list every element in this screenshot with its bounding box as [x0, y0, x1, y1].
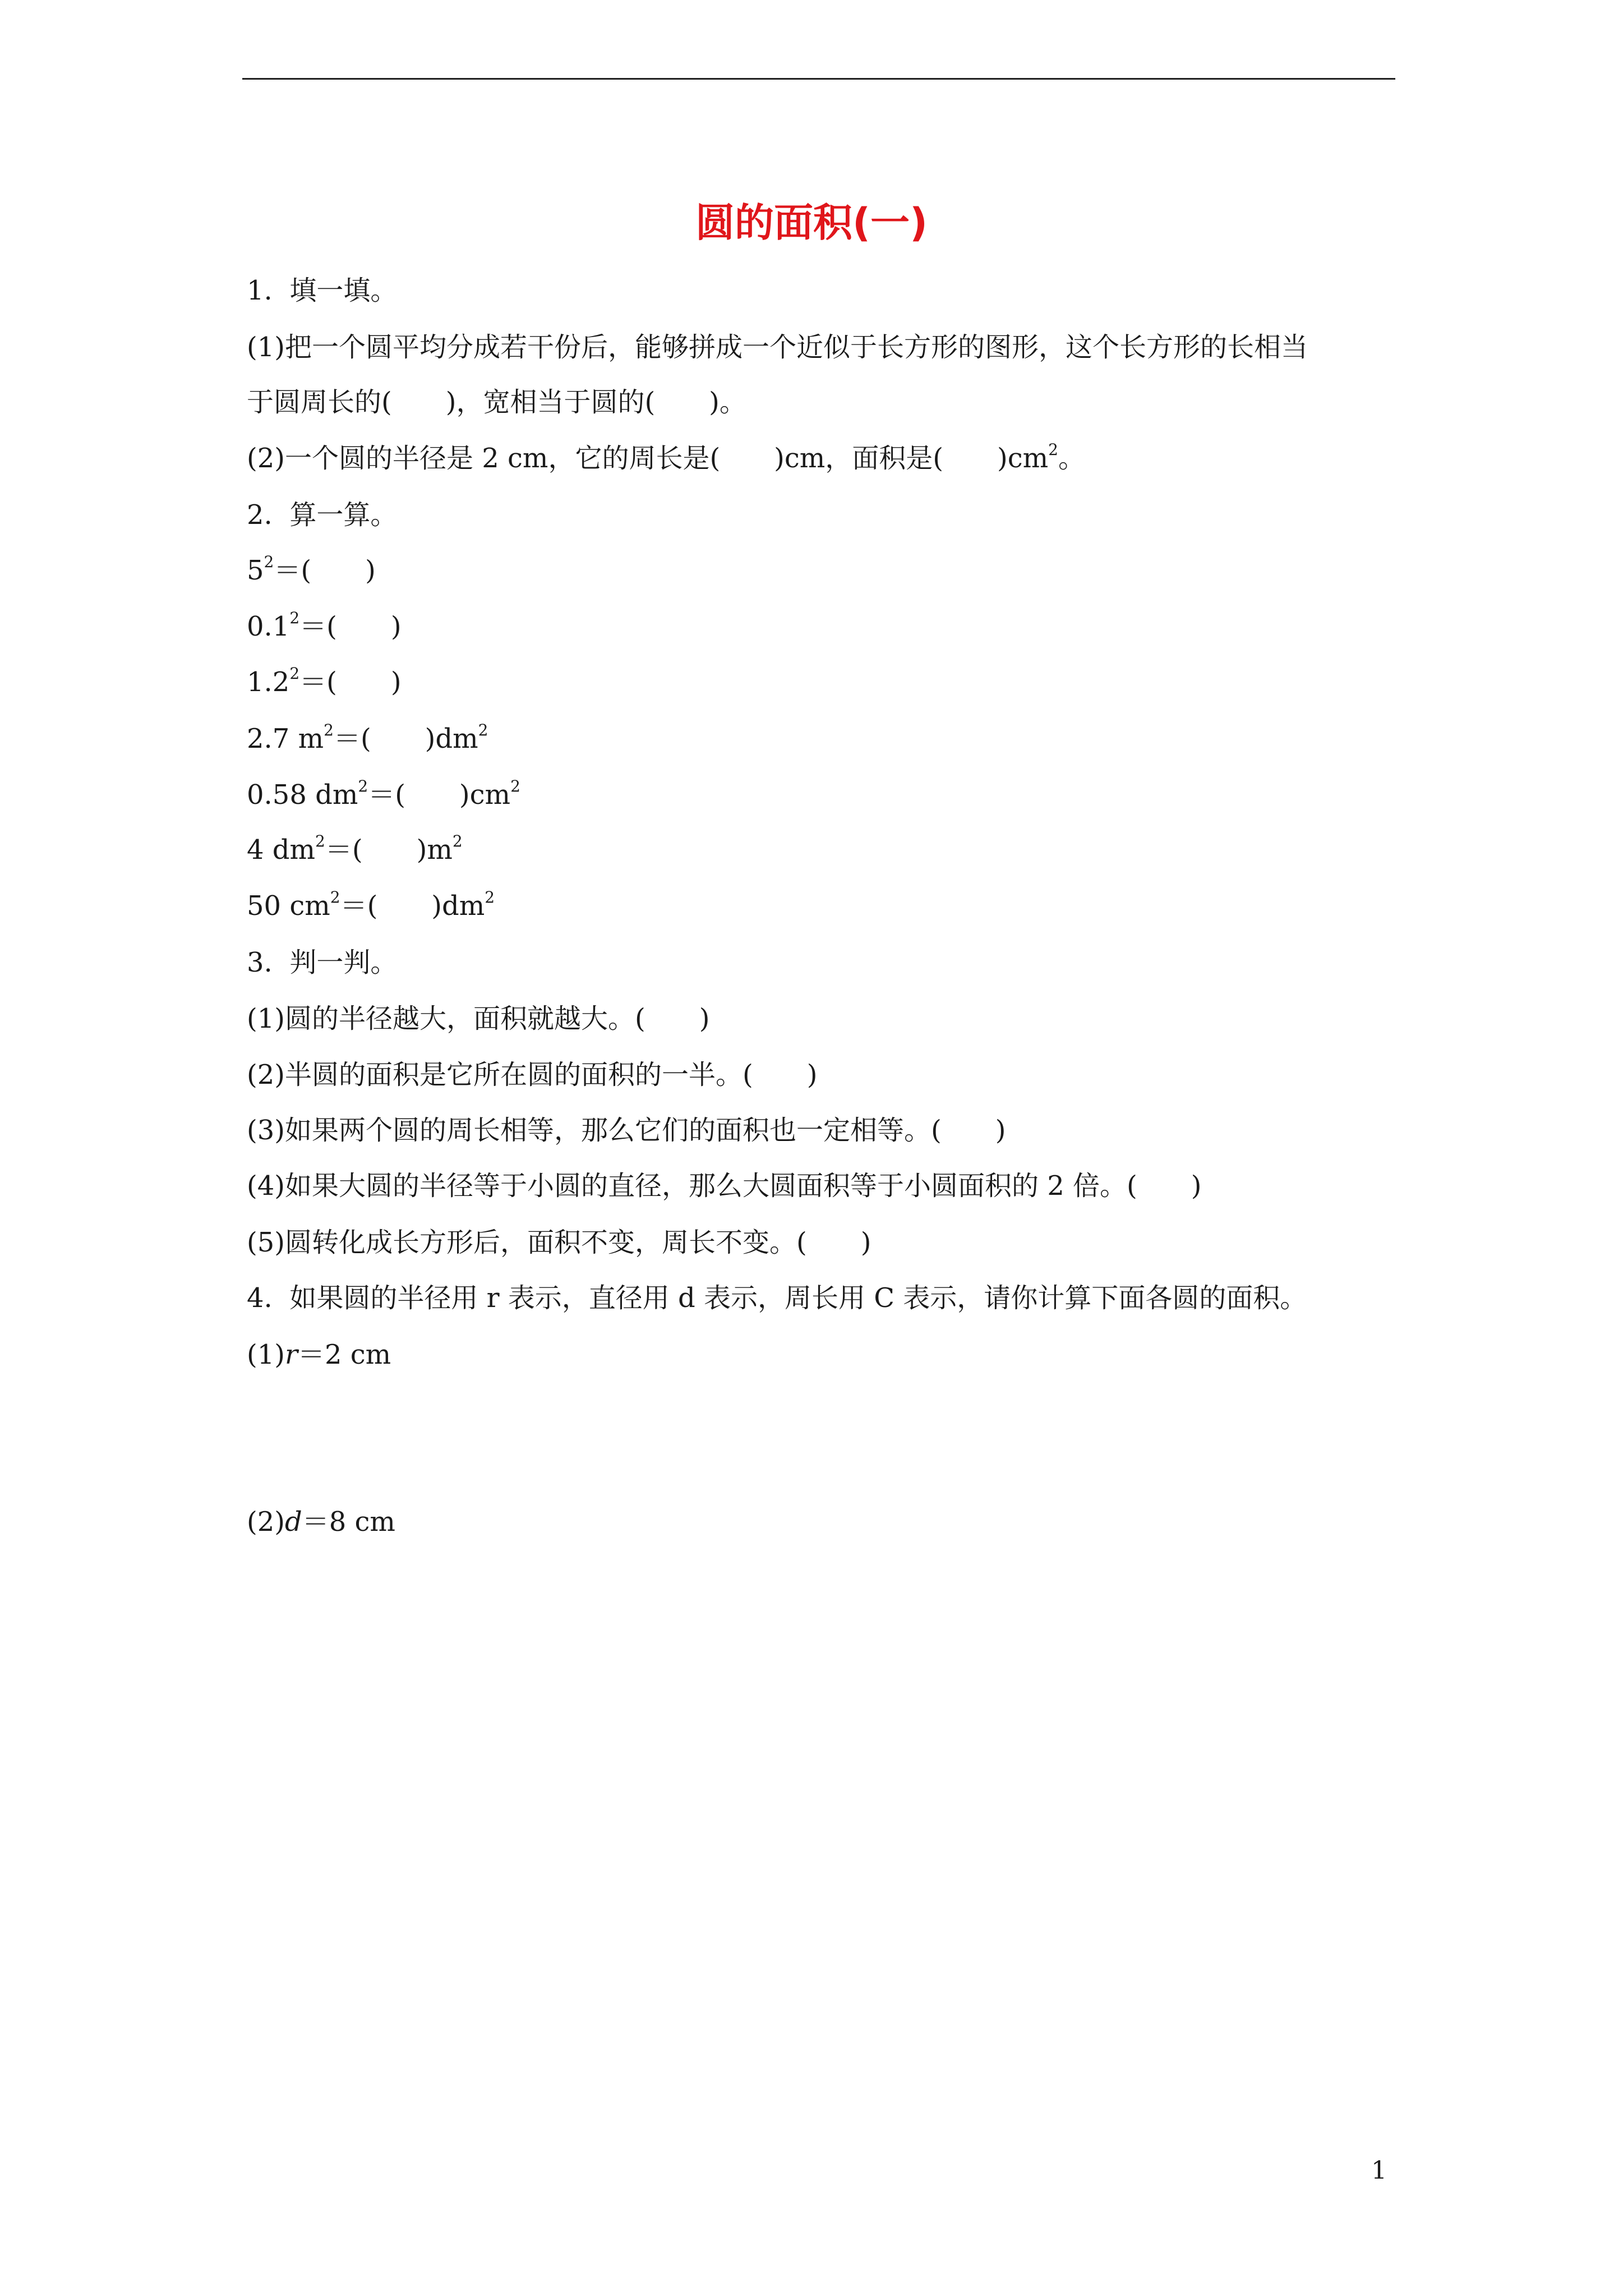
q2-row-answer: ＝( )	[274, 555, 376, 586]
q2-row	[247, 889, 495, 923]
q3-item: (3)如果两个圆的周长相等，那么它们的面积也一定相等。( )	[247, 1115, 1006, 1146]
q2-row-sup: 2	[315, 832, 325, 850]
q1-item2	[247, 441, 1085, 476]
q2-row-unit-sup: 2	[452, 832, 463, 850]
q2-row	[247, 609, 402, 644]
q1-item2-text: (2)一个圆的半径是 2 cm，它的周长是( )cm，面积是( )cm	[247, 443, 1049, 474]
q2-row	[247, 721, 488, 756]
q2-row-sup: 2	[358, 777, 368, 795]
q3-item: (1)圆的半径越大，面积就越大。( )	[247, 1003, 710, 1034]
q1-heading: 1. 填一填。	[247, 275, 398, 306]
q1-item2-sup: 2	[1048, 440, 1058, 459]
q1-item2-end: 。	[1058, 443, 1085, 474]
q2-row	[247, 553, 376, 588]
header-rule	[242, 78, 1395, 80]
q2-row	[247, 777, 520, 812]
q3-item: (2)半圆的面积是它所在圆的面积的一半。( )	[247, 1059, 818, 1091]
q2-row-base: 50 cm	[247, 890, 330, 922]
q4-item2-value: ＝8 cm	[302, 1506, 395, 1538]
q2-row-unit-sup: 2	[510, 777, 520, 795]
q2-heading: 2. 算一算。	[247, 499, 398, 531]
q2-row-answer: ＝( )dm	[340, 890, 485, 922]
q2-row-answer: ＝( )	[299, 611, 402, 642]
page-number: 1	[1371, 2156, 1387, 2185]
q2-row-base: 4 dm	[247, 834, 316, 866]
q4-item1-variable: r	[285, 1339, 298, 1370]
q2-row-answer: ＝( )	[299, 666, 402, 698]
q2-row-sup: 2	[264, 553, 274, 571]
q3-item: (5)圆转化成长方形后，面积不变，周长不变。( )	[247, 1227, 872, 1258]
q4-item2	[247, 1504, 395, 1539]
q4-item1-value: ＝2 cm	[297, 1339, 391, 1370]
q2-row-base: 0.1	[247, 611, 290, 642]
q2-row-unit-sup: 2	[478, 721, 488, 739]
q1-item1-line1: (1)把一个圆平均分成若干份后，能够拼成一个近似于长方形的图形，这个长方形的长相当	[247, 332, 1308, 363]
q2-row-unit-sup: 2	[485, 888, 495, 907]
q2-row-sup: 2	[324, 721, 334, 739]
q2-row-answer: ＝( )m	[325, 834, 453, 866]
page-title: 圆的面积(一)	[695, 200, 928, 246]
q2-row-answer: ＝( )cm	[368, 779, 511, 811]
q4-item1-prefix: (1)	[247, 1339, 285, 1370]
q4-item1	[247, 1337, 391, 1372]
q4-item2-variable: d	[285, 1506, 302, 1538]
q2-row-sup: 2	[330, 888, 340, 907]
q2-row-answer: ＝( )dm	[333, 723, 478, 754]
q2-row-base: 0.58 dm	[247, 779, 358, 811]
q3-item: (4)如果大圆的半径等于小圆的直径，那么大圆面积等于小圆面积的 2 倍。( )	[247, 1170, 1202, 1202]
q2-row-base: 5	[247, 555, 264, 586]
q2-row	[247, 665, 402, 700]
q2-row-sup: 2	[289, 664, 300, 683]
q2-row-base: 1.2	[247, 666, 290, 698]
q2-row-sup: 2	[289, 609, 300, 627]
q3-heading: 3. 判一判。	[247, 947, 398, 978]
q4-item2-prefix: (2)	[247, 1506, 285, 1538]
q2-row	[247, 832, 463, 867]
q4-heading: 4. 如果圆的半径用 r 表示，直径用 d 表示，周长用 C 表示，请你计算下面各圆的面积。	[247, 1282, 1307, 1314]
q2-row-base: 2.7 m	[247, 723, 324, 754]
q1-item1-line2: 于圆周长的( )，宽相当于圆的( )。	[247, 386, 746, 418]
